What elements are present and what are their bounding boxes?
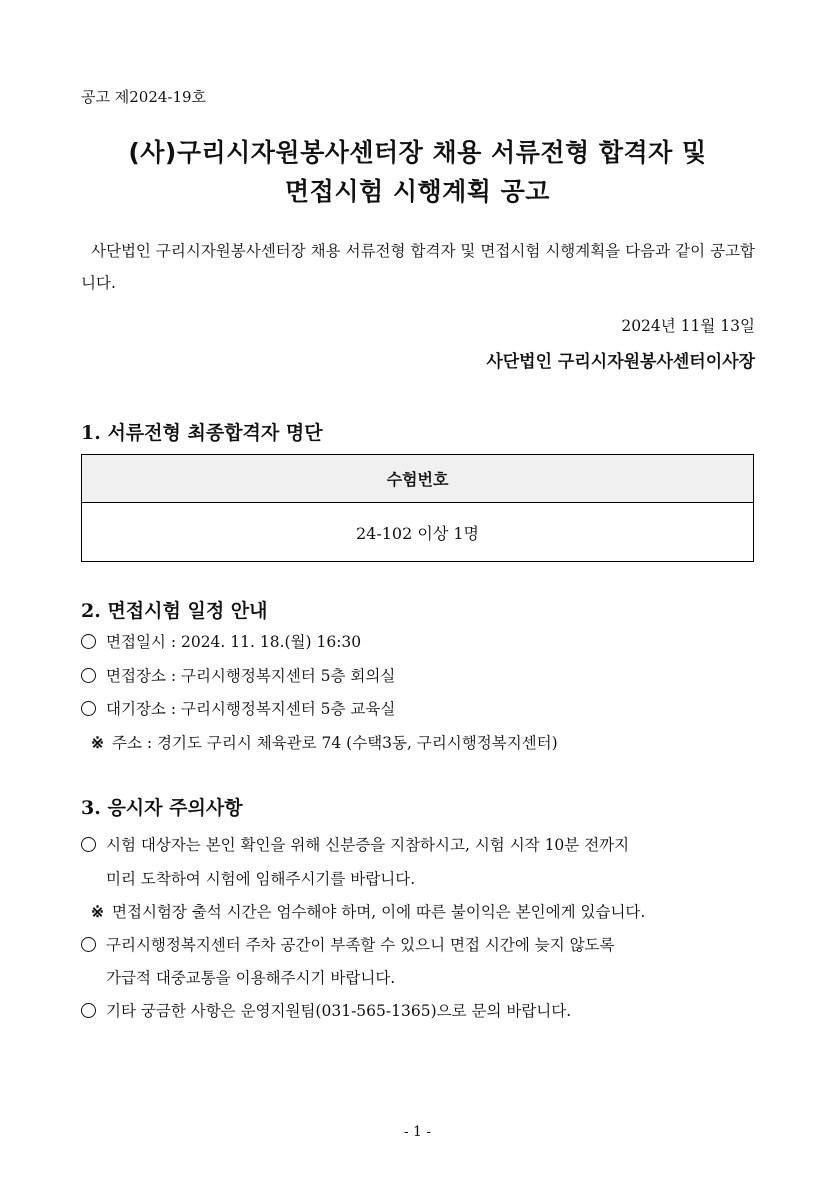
list-item [81,933,615,955]
address-text: 주소 : 경기도 구리시 체육관로 74 (수택3동, 구리시행정복지센터) [112,734,558,752]
list-item [81,833,629,855]
section-3-heading: 3. 응시자 주의사항 [81,797,243,819]
schedule-location: 면접장소 : 구리시행정복지센터 5층 회의실 [106,667,396,685]
caution-1-line-1: 시험 대상자는 본인 확인을 위해 신분증을 지참하시고, 시험 시작 10분 전까지 [106,836,630,854]
circle-bullet-icon [81,634,96,649]
list-item [81,630,361,652]
page-title-line-2: 면접시험 시행계획 공고 [285,177,550,206]
section-2-heading: 2. 면접시험 일정 안내 [81,600,268,622]
passer-table [81,454,754,562]
circle-bullet-icon [81,701,96,716]
list-item [81,999,571,1021]
caution-2-line-2: 가급적 대중교통을 이용해주시기 바랍니다. [106,969,396,987]
section-1-heading: 1. 서류전형 최종합격자 명단 [81,422,323,444]
intro-paragraph: 사단법인 구리시자원봉사센터장 채용 서류전형 합격자 및 면접시험 시행계획을 다음과 같이 공고합니다. [81,242,755,292]
page-title-line-1: (사)구리시자원봉사센터장 채용 서류전형 합격자 및 [128,138,707,167]
list-item [81,664,395,686]
caution-1-line-2: 미리 도착하여 시험에 임해주시기를 바랍니다. [106,870,416,888]
table-cell-exam-number: 24-102 이상 1명 [82,503,754,562]
schedule-datetime: 면접일시 : 2024. 11. 18.(월) 16:30 [106,633,362,651]
circle-bullet-icon [81,937,96,952]
table-header-exam-number: 수험번호 [82,455,754,503]
reference-mark-icon: ※ [91,902,104,921]
attendance-note [91,900,645,922]
schedule-waiting-room: 대기장소 : 구리시행정복지센터 5층 교육실 [106,700,396,718]
notice-number: 공고 제2024-19호 [81,88,207,106]
reference-mark-icon: ※ [91,733,104,752]
issuer-name: 사단법인 구리시자원봉사센터이사장 [486,352,755,372]
announcement-date: 2024년 11월 13일 [621,317,755,335]
caution-2-line-1: 구리시행정복지센터 주차 공간이 부족할 수 있으니 면접 시간에 늦지 않도록 [106,936,615,954]
list-item [81,697,395,719]
circle-bullet-icon [81,668,96,683]
circle-bullet-icon [81,1003,96,1018]
attendance-note-text: 면접시험장 출석 시간은 엄수해야 하며, 이에 따른 불이익은 본인에게 있습니다. [112,903,646,921]
circle-bullet-icon [81,837,96,852]
address-note [91,731,558,753]
page-number: - 1 - [403,1124,432,1140]
contact-info: 기타 궁금한 사항은 운영지원팀(031-565-1365)으로 문의 바랍니다. [106,1002,572,1020]
